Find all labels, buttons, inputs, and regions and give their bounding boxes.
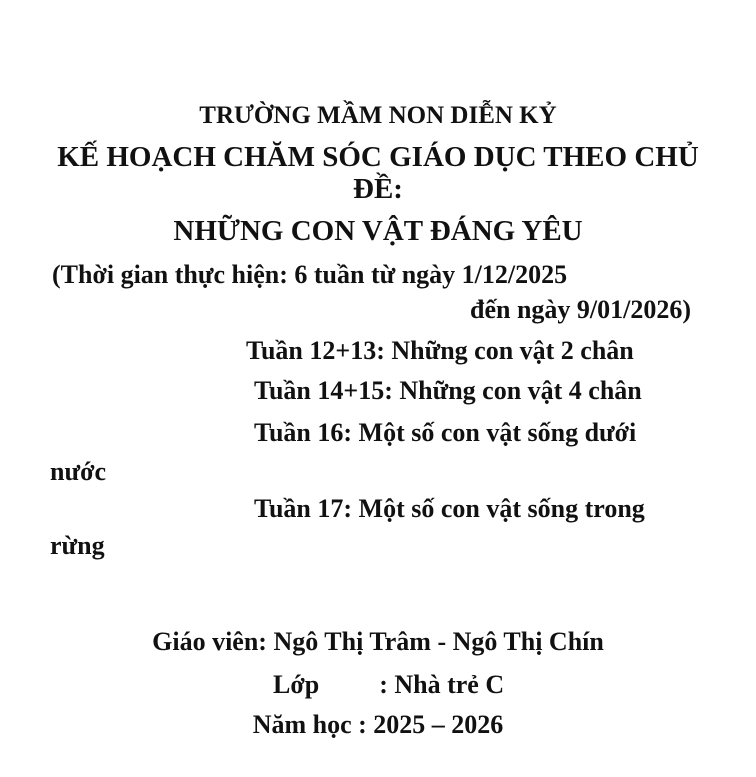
week-item: Tuần 14+15: Những con vật 4 chân [254,376,642,405]
school-year: Năm học : 2025 – 2026 [252,710,504,739]
duration-line-1: (Thời gian thực hiện: 6 tuần từ ngày 1/12/2025 [52,260,568,289]
week-item-continuation: nước [50,457,106,486]
plan-title-line-1: KẾ HOẠCH CHĂM SÓC GIÁO DỤC THEO CHỦ [57,141,699,173]
week-item: Tuần 17: Một số con vật sống trong [254,494,645,523]
teacher-names: Giáo viên: Ngô Thị Trâm - Ngô Thị Chín [152,627,604,656]
duration-line-2: đến ngày 9/01/2026) [470,295,692,324]
plan-title-line-2: ĐỀ: [353,173,403,205]
theme-title: NHỮNG CON VẬT ĐÁNG YÊU [173,215,583,247]
school-name: TRƯỜNG MẦM NON DIỄN KỶ [199,102,557,129]
week-item-continuation: rừng [50,531,105,560]
week-item: Tuần 16: Một số con vật sống dưới [254,418,637,447]
week-item: Tuần 12+13: Những con vật 2 chân [246,336,634,365]
class-value: : Nhà trẻ C [379,670,505,699]
class-info [273,672,504,698]
class-label: Lớp [273,670,320,699]
